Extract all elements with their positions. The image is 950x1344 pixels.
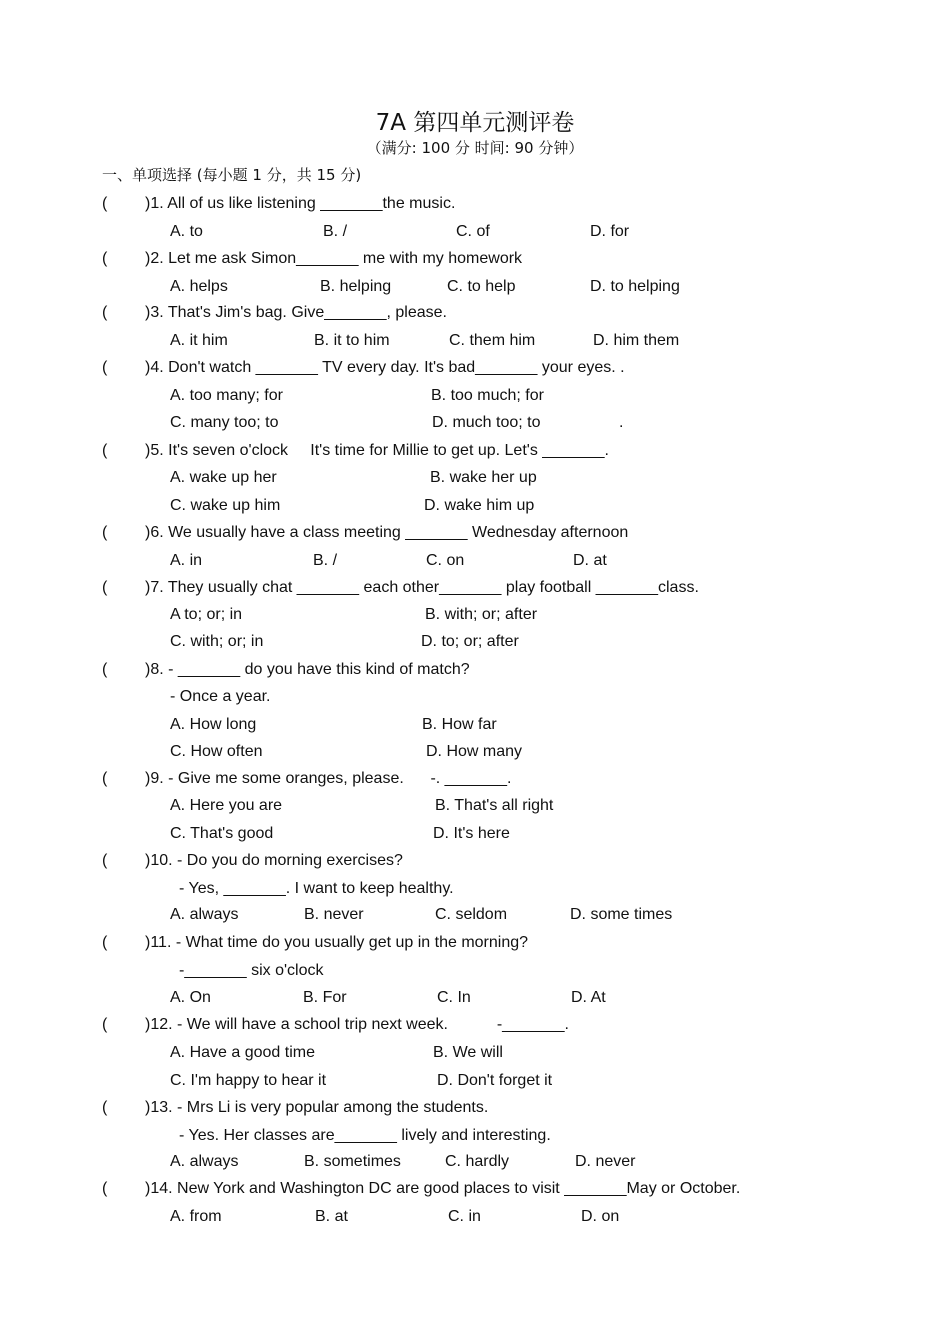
dialogue-reply: - Yes. Her classes are_______ lively and interesting. bbox=[179, 1127, 551, 1144]
option-a: A. from bbox=[170, 1208, 222, 1225]
question-stem: )6. We usually have a class meeting _______ Wednesday afternoon bbox=[145, 524, 629, 541]
answer-paren: ( bbox=[102, 770, 108, 787]
option-b: B. at bbox=[315, 1208, 348, 1225]
question-stem: )9. - Give me some oranges, please. -. _______. bbox=[145, 770, 512, 787]
question-stem: )1. All of us like listening _______the music. bbox=[145, 195, 456, 212]
option-a: A. Here you are bbox=[170, 797, 283, 814]
option-d: D. to; or; after bbox=[421, 633, 519, 650]
option-b: B. / bbox=[313, 552, 338, 569]
option-d: D. wake him up bbox=[424, 497, 535, 514]
option-d: D. never bbox=[575, 1153, 636, 1170]
option-a: A. helps bbox=[170, 278, 228, 295]
option-c: C. That's good bbox=[170, 825, 274, 842]
answer-paren: ( bbox=[102, 524, 108, 541]
option-c: C. wake up him bbox=[170, 497, 281, 514]
question-stem: )3. That's Jim's bag. Give_______, please. bbox=[145, 304, 447, 321]
question-stem: )14. New York and Washington DC are good places to visit _______May or October. bbox=[145, 1180, 741, 1197]
option-b: B. That's all right bbox=[435, 797, 554, 814]
option-d: D. him them bbox=[593, 332, 680, 349]
option-a: A. it him bbox=[170, 332, 228, 349]
stray-period: . bbox=[619, 414, 624, 431]
option-b: B. How far bbox=[422, 716, 497, 733]
option-a: A. always bbox=[170, 906, 239, 923]
answer-paren: ( bbox=[102, 1180, 108, 1197]
option-c: C. I'm happy to hear it bbox=[170, 1072, 327, 1089]
option-d: D. much too; to bbox=[432, 414, 541, 431]
answer-paren: ( bbox=[102, 442, 108, 459]
option-c: C. In bbox=[437, 989, 471, 1006]
option-d: D. to helping bbox=[590, 278, 680, 295]
option-d: D. for bbox=[590, 223, 630, 240]
question-stem: )2. Let me ask Simon_______ me with my homework bbox=[145, 250, 523, 267]
option-d: D. Don't forget it bbox=[437, 1072, 553, 1089]
option-d: D. on bbox=[581, 1208, 620, 1225]
option-c: C. How often bbox=[170, 743, 263, 760]
answer-paren: ( bbox=[102, 1099, 108, 1116]
option-a: A. to bbox=[170, 223, 203, 240]
question-stem: )7. They usually chat _______ each other_______ play football _______class. bbox=[145, 579, 699, 596]
option-c: C. seldom bbox=[435, 906, 508, 923]
option-b: B. with; or; after bbox=[425, 606, 538, 623]
option-c: C. hardly bbox=[445, 1153, 510, 1170]
dialogue-reply: - Once a year. bbox=[170, 688, 271, 705]
option-b: B. it to him bbox=[314, 332, 390, 349]
option-a: A. How long bbox=[170, 716, 257, 733]
answer-paren: ( bbox=[102, 1016, 108, 1033]
answer-paren: ( bbox=[102, 661, 108, 678]
answer-paren: ( bbox=[102, 304, 108, 321]
option-b: B. wake her up bbox=[430, 469, 537, 486]
option-b: B. For bbox=[303, 989, 347, 1006]
page-title: 7A 第四单元测评卷 bbox=[375, 110, 575, 136]
option-b: B. too much; for bbox=[431, 387, 544, 404]
question-stem: )12. - We will have a school trip next week. -_______. bbox=[145, 1016, 569, 1033]
option-d: D. at bbox=[573, 552, 607, 569]
option-b: B. We will bbox=[433, 1044, 503, 1061]
option-a: A. always bbox=[170, 1153, 239, 1170]
option-a: A. too many; for bbox=[170, 387, 283, 404]
question-stem: )5. It's seven o'clock It's time for Millie to get up. Let's _______. bbox=[145, 442, 609, 459]
option-c: C. on bbox=[426, 552, 465, 569]
option-a: A. in bbox=[170, 552, 203, 569]
option-b: B. sometimes bbox=[304, 1153, 401, 1170]
option-a: A. On bbox=[170, 989, 211, 1006]
question-stem: )10. - Do you do morning exercises? bbox=[145, 852, 403, 869]
exam-info: （满分: 100 分 时间: 90 分钟） bbox=[366, 139, 584, 157]
option-b: B. / bbox=[323, 223, 348, 240]
option-b: B. helping bbox=[320, 278, 392, 295]
option-c: C. many too; to bbox=[170, 414, 279, 431]
answer-paren: ( bbox=[102, 250, 108, 267]
dialogue-reply: -_______ six o'clock bbox=[179, 962, 324, 979]
question-stem: )8. - _______ do you have this kind of match? bbox=[145, 661, 470, 678]
option-c: C. to help bbox=[447, 278, 516, 295]
option-c: C. with; or; in bbox=[170, 633, 264, 650]
answer-paren: ( bbox=[102, 359, 108, 376]
question-stem: )4. Don't watch _______ TV every day. It's bad_______ your eyes. . bbox=[145, 359, 625, 376]
question-stem: )11. - What time do you usually get up in the morning? bbox=[145, 934, 529, 951]
option-c: C. them him bbox=[449, 332, 536, 349]
option-b: B. never bbox=[304, 906, 364, 923]
question-stem: )13. - Mrs Li is very popular among the students. bbox=[145, 1099, 489, 1116]
answer-paren: ( bbox=[102, 195, 108, 212]
option-d: D. some times bbox=[570, 906, 673, 923]
option-c: C. of bbox=[456, 223, 490, 240]
section-heading: 一、单项选择 (每小题 1 分，共 15 分) bbox=[102, 166, 362, 184]
option-a: A. wake up her bbox=[170, 469, 277, 486]
dialogue-reply: - Yes, _______. I want to keep healthy. bbox=[179, 880, 454, 897]
option-d: D. How many bbox=[426, 743, 523, 760]
answer-paren: ( bbox=[102, 934, 108, 951]
option-c: C. in bbox=[448, 1208, 481, 1225]
answer-paren: ( bbox=[102, 852, 108, 869]
option-a: A to; or; in bbox=[170, 606, 243, 623]
option-a: A. Have a good time bbox=[170, 1044, 315, 1061]
option-d: D. It's here bbox=[433, 825, 510, 842]
answer-paren: ( bbox=[102, 579, 108, 596]
option-d: D. At bbox=[571, 989, 606, 1006]
